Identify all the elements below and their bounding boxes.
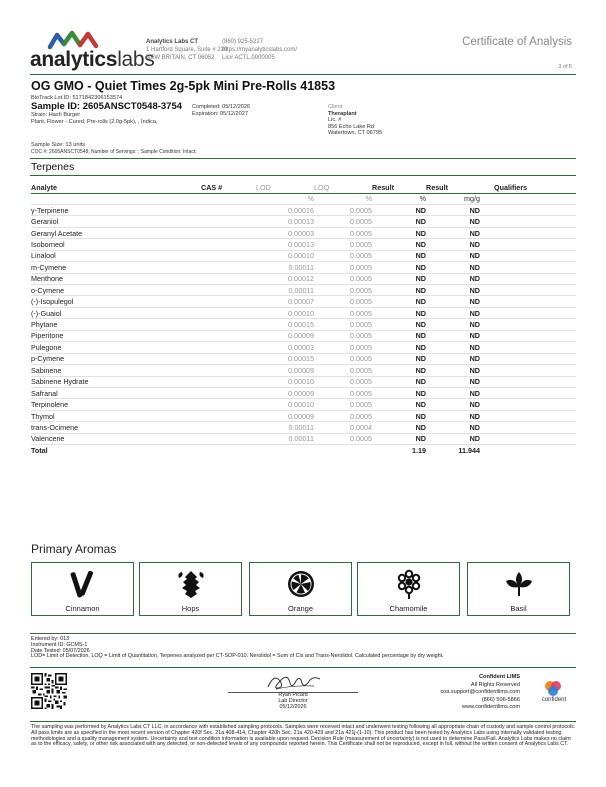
result-pct-cell: ND (372, 376, 426, 387)
lab-url[interactable]: https://myanalyticslabs.com/ (222, 47, 298, 53)
loq-cell: 0.0005 (314, 227, 372, 238)
header-divider (30, 74, 576, 75)
client-address-line2: Watertown, CT 06795 (328, 130, 383, 137)
lims-name: Confident LIMS (478, 674, 520, 680)
loq-cell: 0.0005 (314, 342, 372, 353)
disclaimer: The sampling was performed by Analytics Labs CT LLC, in accordance with established sampling protocols. Samples were received intact and underwent testing following all appropriate chain of custody and sample control protocols. All pass limits are as specified in the most recent version of Chapter 420f Sec. 21a 408-414, Chapter 420h Sec. 21a 420-429 and 21a 421j-(1-10). This product has been tested by Analytics Labs using internally validated testing methodologies and a quality management system. Uncertainty and test condition information is available upon request. Decision Rule (measurement of uncertainty) is not used to determine Pass/Fail. Analytics Labs makes no claim as to the efficacy, safety, or other risk associated with any detected, or non-detected levels of any compounds reported herein. This Certificate shall not be reproduced, except in full, without the written consent of Analytics Labs CT. (31, 724, 576, 748)
cas-cell (201, 445, 256, 456)
table-row (31, 204, 576, 215)
analyte-cell: (-)-Guaiol (31, 307, 201, 318)
result-mgg-cell: ND (426, 239, 480, 250)
result-mgg-cell: ND (426, 250, 480, 261)
table-row (31, 296, 576, 307)
analyte-cell: trans-Ocimene (31, 422, 201, 433)
analyte-cell: Terpinolene (31, 399, 201, 410)
col-header-qualifiers: Qualifiers (480, 182, 576, 193)
loq-cell: 0.0005 (314, 353, 372, 364)
col-header-cas: CAS # (201, 182, 256, 193)
qualifier-cell (480, 387, 576, 398)
analyte-cell: Isoborneol (31, 239, 201, 250)
coc-info: COC #: 2605ANSCT0548; Number of Servings: ; Sample Condition: Intact; (31, 148, 197, 155)
qualifier-cell (480, 330, 576, 341)
result-mgg-cell: ND (426, 216, 480, 227)
logo-text-bold: analytics (30, 48, 118, 71)
aroma-card-chamomile (357, 562, 460, 616)
lod-cell: 0.00011 (256, 262, 314, 273)
loq-cell: 0.0005 (314, 250, 372, 261)
lab-license: Lic# ACTL.0000005 (222, 55, 275, 61)
cas-cell (201, 365, 256, 376)
lod-cell: 0.00012 (256, 273, 314, 284)
footer-note: LOD= Limit of Detection, LOQ = Limit of Quantitation. Terpenes analyzed per CT-SOP-010. Nerolidol = Sum of Cis and Trans-Nerolidol. Calculated percentage by dry weight. (31, 653, 444, 660)
table-row (31, 227, 576, 238)
result-pct-cell: ND (372, 227, 426, 238)
table-row (31, 433, 576, 444)
cas-cell (201, 376, 256, 387)
analyte-cell: Geraniol (31, 216, 201, 227)
table-row (31, 262, 576, 273)
result-mgg-cell: ND (426, 204, 480, 215)
confident-logo-text: confident (541, 697, 567, 703)
hops-icon (176, 569, 206, 599)
lims-email[interactable]: coa.support@confidentlims.com (440, 689, 520, 696)
result-pct-cell: ND (372, 239, 426, 250)
result-pct-cell: ND (372, 204, 426, 215)
analyte-cell: Thymol (31, 410, 201, 421)
cas-cell (201, 273, 256, 284)
instrument-id: Instrument ID: GCMS-1 (31, 641, 88, 648)
cas-cell (201, 410, 256, 421)
lod-cell: 0.00010 (256, 307, 314, 318)
table-row (31, 376, 576, 387)
table-row (31, 422, 576, 433)
cas-cell (201, 342, 256, 353)
signer-title: Lab Director (278, 697, 308, 704)
matrix: Plant, Flower - Cured, Pre-rolls (2.0g-5pk), , Indica, (31, 118, 158, 125)
loq-cell: 0.0005 (314, 319, 372, 330)
result-pct-cell: ND (372, 250, 426, 261)
loq-cell: 0.0005 (314, 307, 372, 318)
result-mgg-cell: ND (426, 365, 480, 376)
loq-cell: 0.0005 (314, 410, 372, 421)
result-mgg-cell: ND (426, 319, 480, 330)
analyte-cell: Sabinene (31, 365, 201, 376)
result-pct-cell: ND (372, 365, 426, 376)
table-row (31, 273, 576, 284)
terpenes-table (31, 182, 576, 456)
result-mgg-cell: ND (426, 399, 480, 410)
loq-cell (314, 445, 372, 456)
result-pct-cell: 1.19 (412, 446, 426, 456)
table-row (31, 285, 576, 296)
unit-cell: mg/g (426, 193, 480, 204)
aroma-label: Orange (287, 604, 314, 613)
cas-cell (201, 433, 256, 444)
signer-name: Ryan Picard (278, 692, 308, 698)
cas-cell (201, 387, 256, 398)
lod-cell: 0.00007 (256, 296, 314, 307)
analyte-cell: Pulegone (31, 342, 201, 353)
result-pct-cell: ND (372, 216, 426, 227)
biotrack-id: BioTrack Lot ID: 5171842306153574 (31, 95, 123, 101)
lod-cell: 0.00013 (256, 216, 314, 227)
analyte-cell: Phytane (31, 319, 201, 330)
qr-code[interactable] (31, 673, 67, 709)
aroma-label: Cinnamon (65, 604, 100, 613)
analyte-cell: (-)-Isopulegol (31, 296, 201, 307)
loq-cell: 0.0005 (314, 285, 372, 296)
cas-cell (201, 422, 256, 433)
terpenes-section-title: Terpenes (31, 161, 75, 173)
lod-cell: 0.00010 (256, 376, 314, 387)
result-pct-cell: ND (372, 353, 426, 364)
unit-cell: % (314, 193, 372, 204)
loq-cell: 0.0005 (314, 365, 372, 376)
result-pct-cell: ND (372, 433, 426, 444)
table-row (31, 239, 576, 250)
analyte-cell: p-Cymene (31, 353, 201, 364)
lod-cell: 0.00009 (256, 410, 314, 421)
basil-icon (504, 569, 534, 599)
analyte-cell: Menthone (31, 273, 201, 284)
aromas-section-title: Primary Aromas (31, 542, 117, 556)
result-pct-cell: ND (372, 319, 426, 330)
cas-cell (201, 399, 256, 410)
lod-cell: 0.00009 (256, 330, 314, 341)
qualifier-cell (480, 307, 576, 318)
qualifier-cell (480, 445, 576, 456)
cas-cell (201, 216, 256, 227)
loq-cell: 0.0004 (314, 422, 372, 433)
loq-cell: 0.0005 (314, 387, 372, 398)
table-row (31, 353, 576, 364)
result-mgg-cell: ND (426, 353, 480, 364)
cas-cell (201, 285, 256, 296)
table-row (31, 330, 576, 341)
lab-name: Analytics Labs CT (146, 39, 199, 45)
qualifier-cell (480, 342, 576, 353)
footer-divider-bottom (30, 721, 576, 722)
lod-cell: 0.00013 (256, 239, 314, 250)
result-pct-cell: ND (372, 273, 426, 284)
analyte-cell: Valencene (31, 433, 201, 444)
footer-divider-mid (30, 667, 576, 668)
lod-cell: 0.00011 (256, 433, 314, 444)
lab-address-line1: 1 Hartford Square, Suite # 230 (146, 47, 228, 53)
completed-date: Completed: 05/12/2026 (192, 104, 251, 110)
result-mgg-cell: ND (426, 342, 480, 353)
qualifier-cell (480, 410, 576, 421)
orange-icon (286, 569, 316, 599)
qualifier-cell (480, 285, 576, 296)
lims-phone: (866) 506-5866 (481, 696, 520, 703)
lod-cell: 0.00015 (256, 353, 314, 364)
unit-cell: % (372, 193, 426, 204)
table-row (31, 307, 576, 318)
qualifier-cell (480, 399, 576, 410)
result-mgg-cell: ND (426, 376, 480, 387)
qualifier-cell (480, 262, 576, 273)
cas-cell (201, 204, 256, 215)
page-number: 3 of 5 (558, 64, 572, 70)
loq-cell: 0.0005 (314, 330, 372, 341)
qualifier-cell (480, 296, 576, 307)
sample-id: Sample ID: 2605ANSCT0548-3754 (31, 101, 183, 112)
cinnamon-icon (68, 569, 98, 599)
result-mgg-cell: ND (426, 285, 480, 296)
lab-phone: (860) 925-5227 (222, 39, 264, 45)
loq-cell: 0.0005 (314, 262, 372, 273)
col-header-result-pct: Result (372, 182, 426, 193)
qualifier-cell (480, 433, 576, 444)
aroma-card-orange (249, 562, 352, 616)
result-mgg-cell: 11.944 (458, 446, 480, 456)
qualifier-cell (480, 376, 576, 387)
client-license: Lic. # (328, 117, 342, 124)
lod-cell: 0.00003 (256, 227, 314, 238)
client-address-line1: 856 Echo Lake Rd (328, 123, 375, 130)
loq-cell: 0.0005 (314, 204, 372, 215)
lims-rights: All Rights Reserved (470, 681, 520, 688)
result-mgg-cell: ND (426, 387, 480, 398)
unit-cell (31, 193, 201, 204)
expiration-date: Expiration: 05/12/2027 (192, 110, 248, 117)
result-pct-cell: ND (372, 387, 426, 398)
sample-size: Sample Size: 13 units (31, 142, 86, 148)
cas-cell (201, 307, 256, 318)
cas-cell (201, 262, 256, 273)
result-mgg-cell: ND (426, 410, 480, 421)
logo (30, 30, 155, 71)
aroma-card-cinnamon (31, 562, 134, 616)
chamomile-icon (394, 569, 424, 599)
lod-cell (256, 445, 314, 456)
analyte-cell: Total (31, 446, 48, 456)
lod-cell: 0.00009 (256, 365, 314, 376)
result-mgg-cell: ND (426, 296, 480, 307)
analyte-cell: Geranyl Acetate (31, 227, 201, 238)
analyte-cell: Piperitone (31, 330, 201, 341)
qualifier-cell (480, 204, 576, 215)
units-row (31, 193, 576, 204)
cas-cell (201, 239, 256, 250)
analyte-cell: Sabinene Hydrate (31, 376, 201, 387)
result-mgg-cell: ND (426, 262, 480, 273)
aroma-label: Hops (181, 604, 200, 613)
confident-logo (532, 680, 576, 710)
table-row (31, 387, 576, 398)
aroma-label: Basil (510, 604, 527, 613)
analyte-cell: m-Cymene (31, 262, 201, 273)
qualifier-cell (480, 353, 576, 364)
doc-title: Certificate of Analysis (462, 36, 572, 48)
unit-cell (480, 193, 576, 204)
result-pct-cell: ND (372, 399, 426, 410)
cas-cell (201, 353, 256, 364)
result-mgg-cell: ND (426, 433, 480, 444)
logo-text-light: labs (117, 48, 155, 71)
lod-cell: 0.00016 (256, 204, 314, 215)
qualifier-cell (480, 227, 576, 238)
analyte-cell: Linalool (31, 250, 201, 261)
result-pct-cell: ND (372, 410, 426, 421)
lod-cell: 0.00015 (256, 319, 314, 330)
loq-cell: 0.0005 (314, 399, 372, 410)
loq-cell: 0.0005 (314, 239, 372, 250)
loq-cell: 0.0005 (314, 433, 372, 444)
result-pct-cell: ND (372, 330, 426, 341)
qualifier-cell (480, 273, 576, 284)
table-row (31, 410, 576, 421)
result-pct-cell: ND (372, 285, 426, 296)
lod-cell: 0.00009 (256, 387, 314, 398)
result-pct-cell: ND (372, 307, 426, 318)
result-mgg-cell: ND (426, 422, 480, 433)
table-row (31, 399, 576, 410)
lod-cell: 0.00010 (256, 399, 314, 410)
entered-by: Entered by: 013 (31, 636, 70, 642)
lims-url[interactable]: www.confidentlims.com (461, 704, 520, 711)
result-pct-cell: ND (372, 422, 426, 433)
loq-cell: 0.0005 (314, 273, 372, 284)
table-header-row (31, 182, 576, 193)
cas-cell (201, 296, 256, 307)
signer-date: 05/12/2026 (279, 703, 307, 710)
result-mgg-cell: ND (426, 273, 480, 284)
logo-mark-icon (46, 30, 106, 50)
lod-cell: 0.00010 (256, 250, 314, 261)
confident-logo-icon (544, 680, 562, 696)
col-header-analyte: Analyte (31, 182, 201, 193)
footer-divider-top (30, 633, 576, 634)
lod-cell: 0.00011 (256, 422, 314, 433)
result-mgg-cell: ND (426, 307, 480, 318)
signature (264, 671, 324, 693)
aroma-card-hops (139, 562, 242, 616)
client-name: Theraplant (328, 110, 357, 117)
loq-cell: 0.0005 (314, 216, 372, 227)
analyte-cell: o-Cymene (31, 285, 201, 296)
terpenes-divider-bottom (30, 175, 576, 176)
terpenes-divider-top (30, 158, 576, 159)
qualifier-cell (480, 216, 576, 227)
cas-cell (201, 319, 256, 330)
table-row (31, 216, 576, 227)
qualifier-cell (480, 250, 576, 261)
total-row (31, 445, 576, 456)
result-mgg-cell: ND (426, 227, 480, 238)
result-pct-cell: ND (372, 342, 426, 353)
lod-cell: 0.00003 (256, 342, 314, 353)
result-pct-cell: ND (372, 296, 426, 307)
result-pct-cell: ND (372, 262, 426, 273)
analyte-cell: γ-Terpinene (31, 204, 201, 215)
table-row (31, 250, 576, 261)
table-row (31, 365, 576, 376)
loq-cell: 0.0005 (314, 296, 372, 307)
qualifier-cell (480, 365, 576, 376)
col-header-lod: LOD (256, 182, 314, 193)
product-title: OG GMO - Quiet Times 2g-5pk Mini Pre-Rolls 41853 (31, 79, 336, 93)
lod-cell: 0.00011 (256, 285, 314, 296)
col-header-result-mgg: Result (426, 182, 480, 193)
col-header-loq: LOQ (314, 182, 372, 193)
aroma-card-basil (467, 562, 570, 616)
qualifier-cell (480, 239, 576, 250)
qualifier-cell (480, 422, 576, 433)
qualifier-cell (480, 319, 576, 330)
table-row (31, 319, 576, 330)
table-row (31, 342, 576, 353)
client-label: Client (328, 104, 343, 110)
strain: Strain: Hash Burger (31, 112, 81, 118)
cas-cell (201, 250, 256, 261)
result-mgg-cell: ND (426, 330, 480, 341)
date-tested: Date Tested: 05/07/2026 (31, 647, 90, 654)
lab-address-line2: NEW BRITAIN, CT 06052 (146, 55, 215, 61)
unit-cell (201, 193, 256, 204)
cas-cell (201, 227, 256, 238)
cas-cell (201, 330, 256, 341)
analyte-cell: Safranal (31, 387, 201, 398)
loq-cell: 0.0005 (314, 376, 372, 387)
unit-cell: % (256, 193, 314, 204)
aroma-label: Chamomile (389, 604, 428, 613)
